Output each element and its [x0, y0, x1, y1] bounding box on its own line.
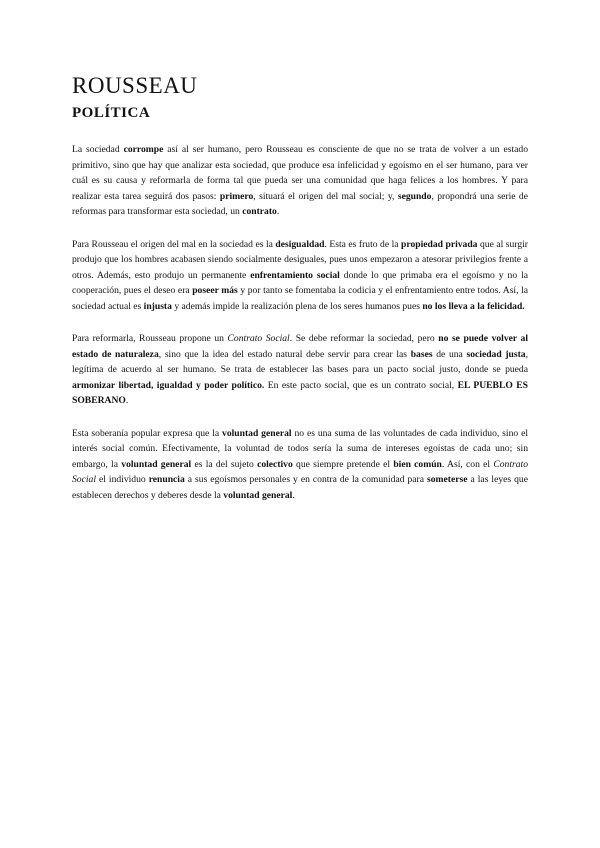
bold-term: corrompe: [123, 144, 164, 155]
text-run: , situará el origen del mal social; y,: [253, 190, 398, 202]
bold-term: poseer más: [192, 285, 238, 296]
bold-term: no los lleva a la felicidad.: [422, 300, 525, 312]
text-run: y por tanto se fomentaba la codicia y el enfrentamiento entre todos. Así, la sociedad actual es: [72, 285, 528, 312]
bold-term: bien común: [393, 458, 442, 470]
text-run: donde lo que primaba era el egoísmo y no la cooperación, pues el deseo era: [72, 269, 528, 296]
text-run: a las leyes que establecen derechos y deberes desde la: [72, 474, 528, 501]
text-run: . Se debe reformar la sociedad, pero: [289, 333, 439, 344]
text-run: . Esta es fruto de la: [324, 238, 402, 250]
bold-term: no se puede volver al estado de naturaleza: [72, 333, 528, 360]
text-run: es la del sujeto: [191, 458, 258, 470]
paragraph: [72, 142, 528, 220]
text-run: .: [125, 395, 129, 406]
text-run: Esta soberanía popular expresa que la: [72, 427, 223, 439]
text-run: de una: [432, 348, 467, 360]
italic-term: Contrato Social: [227, 333, 290, 344]
text-run: , sino que la idea del estado natural debe servir para crear las: [158, 348, 411, 360]
bold-term: contrato: [242, 206, 277, 217]
text-run: Para Rousseau el origen del mal en la sociedad es la: [72, 238, 276, 250]
bold-term: voluntad general: [223, 489, 293, 501]
italic-term: Contrato Social: [72, 458, 529, 485]
bold-term: armonizar libertad, igualdad y poder político.: [72, 379, 265, 391]
bold-term: sociedad justa: [466, 348, 526, 360]
bold-term: primero: [219, 190, 254, 202]
paragraph: [72, 331, 528, 409]
bold-term: someterse: [427, 474, 468, 485]
bold-term: segundo: [397, 190, 432, 202]
bold-term: renuncia: [148, 474, 185, 485]
text-run: así al ser humano, pero Rousseau es consciente de que no se trata de volver a un estado primitivo, sino que hay que analizar esta sociedad, que produce esa infelicidad y egoísmo en el ser humano, para ver cuál es su causa y reformarla de forma tal que pueda ser una comunidad que haga felices a los hombres. Y para realizar esta tarea seguirá dos pasos:: [72, 144, 528, 202]
paragraph: [72, 426, 528, 504]
bold-term: desigualdad: [275, 238, 325, 250]
text-run: La sociedad: [72, 144, 124, 155]
text-run: , legítima de acuerdo al ser humano. Se trata de establecer las bases para un pacto social justo, donde se pueda: [72, 348, 529, 375]
text-run: , propondrá una serie de reformas para transformar esta sociedad, un: [72, 190, 528, 217]
text-run: y además impide la realización plena de los seres humanos pues: [171, 300, 423, 312]
bold-term: injusta: [143, 300, 172, 312]
text-run: que siempre pretende el: [292, 458, 394, 470]
text-run: a sus egoísmos personales y en contra de la comunidad para: [184, 474, 428, 485]
text-run: no es una suma de las voluntades de cada individuo, sino el interés social común. Efectivamente, la voluntad de todos sería la suma de intereses egoístas de cada uno; sin embargo, la: [72, 427, 528, 470]
document-title: ROUSSEAU: [72, 73, 198, 98]
bold-term: bases: [410, 348, 433, 360]
document-subtitle: POLÍTICA: [72, 105, 151, 121]
text-run: .: [276, 206, 280, 217]
text-run: .: [292, 489, 295, 501]
bold-term: colectivo: [257, 458, 293, 470]
bold-term: voluntad general: [222, 427, 292, 439]
paragraph: [72, 237, 528, 315]
text-run: Para reformarla, Rousseau propone un: [72, 333, 228, 344]
bold-term: voluntad general: [121, 458, 192, 470]
text-run: el individuo: [95, 474, 149, 485]
bold-term: enfrentamiento social: [250, 269, 340, 281]
text-run: . Así, con el: [441, 458, 494, 470]
text-run: que al surgir produjo que los hombres acabasen siendo socialmente desiguales, pues unos empezaron a atesorar privilegios frente a otros. Además, esto produjo un permanente: [72, 238, 528, 281]
bold-term: propiedad privada: [401, 238, 478, 250]
text-run: En este pacto social, que es un contrato social,: [264, 379, 458, 391]
bold-term: EL PUEBLO ES SOBERANO: [72, 379, 529, 406]
document-page: [72, 72, 528, 503]
